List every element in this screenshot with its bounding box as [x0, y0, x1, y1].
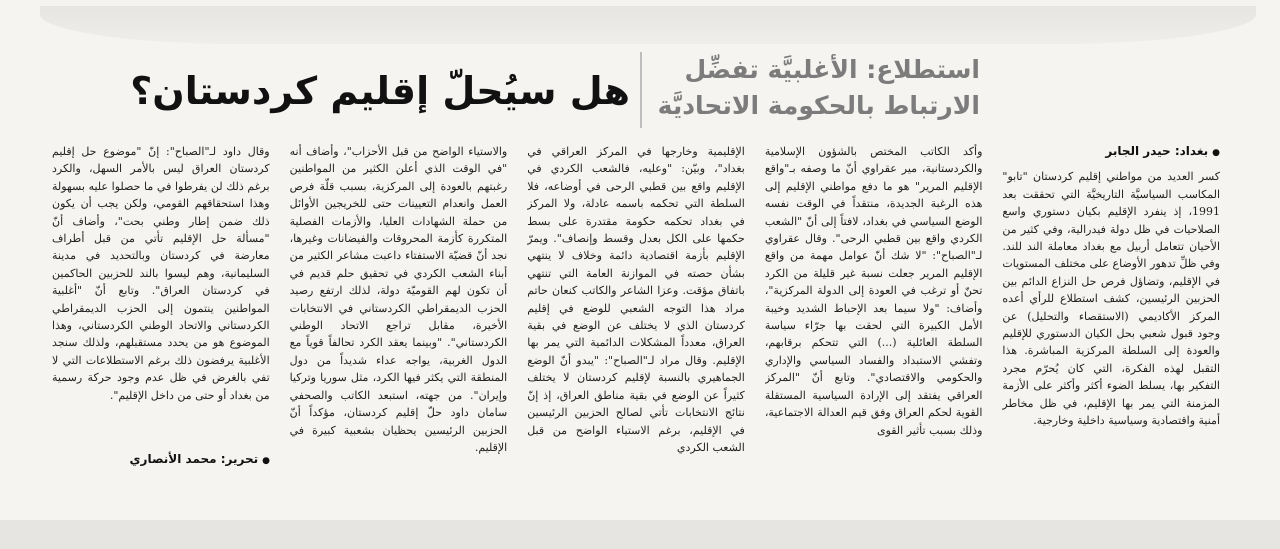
- article-kicker: استطلاع: الأغلبيَّة تفضِّل الارتباط بالحكومة الاتحاديَّة: [657, 55, 980, 120]
- article-headline: هل سيُحلّ إقليم كردستان؟: [130, 69, 630, 113]
- column-text: كسر العديد من مواطني إقليم كردستان "تابو" المكاسب السياسيَّة التاريخيَّة التي تحققت بعد 1991، إذ ينفرد الإقليم بكيان دستوري واسع الصلاحيات في ظل دولة فيدرالية، وفي كثير من الأحيان تتعامل أربيل مع بغداد معاملة الند للند. وفي ظلِّ تدهور الأوضاع على مختلف المستويات في الإقليم، وتضاؤل فرص حل النزاع الدائم بين الحزبين الرئيسين، كشف استطلاع للرأي أعده المركز الأكاديمي (الاستقصاء والتحليل) عن وجود قبول شعبي بحل الكيان الدستوري للإقليم والعودة إلى السلطة المركزية المباشرة. هذا التقبل لهذه الفكرة، التي كان يُحرّم مجرد التفكير بها، يسلط الضوء أكثر وأكثر على الأزمة المزمنة التي يمر بها الإقليم، في ظل مخاطر أمنية واقتصادية وسياسية داخلية وخارجية.: [1002, 170, 1220, 428]
- column-text: الإقليمية وخارجها في المركز العراقي في بغداد"، وبيّن: "وعليه، فالشعب الكردي في الإقليم واقع بين قطبي الرحى في أوضاعه، فلا السلطة التي تحكمه باسمه عادلة، ولا المركز في بغداد تحكمه حكومة مقتدرة على بسط حكمها على الكل بعدل وقسط وإنصاف". ويمرّ الإقليم بأزمة اقتصادية دائمة وخلاف لا ينتهي بشأن حصته في الموازنة العامة التي تنتهي باتفاق مؤقت. وعزا الشاعر والكاتب كنعان حاتم مراد هذا التوجه الشعبي للوضع في إقليم كردستان الذي لا يختلف عن الوضع في بقية العراق، معدداً المشكلات الدائمية التي يمر بها الإقليم. وقال مراد لـ"الصباح": "يبدو أنّ الوضع الجماهيري بالنسبة لإقليم كردستان لا يختلف كثيراً عن الوضع في بقية مناطق العراق، إذ إنّ نتائج الانتخابات تأتي لصالح الحزبين الرئيسين في الإقليم، برغم الاستياء الواضح من قبل الشعب الكردي: [527, 145, 745, 454]
- article-column-3: [527, 143, 745, 478]
- article-column-5: [52, 143, 270, 443]
- article-column-2: [765, 143, 983, 478]
- column-text: والاستياء الواضح من قبل الأحزاب"، وأضاف أنه "في الوقت الذي أعلن الكثير من المواطنين رغبتهم بالعودة إلى المركزية، بسبب قلّة فرص العمل وانعدام التعيينات حتى للخريجين الأوائل من حملة الشهادات العليا، والأزمات الفصلية المتكررة كأزمة المحروقات والفيضانات وغيرها، نجد أنّ قضيّة الاستفتاء داعبت مشاعر الكثير من أبناء الشعب الكردي في تحقيق حلم قديم في أن تكون لهم القوميّة دولة، لذلك ارتفع رصيد الحزب الديمقراطي الكردستاني في الانتخابات الأخيرة، مقابل تراجع الاتحاد الوطني الكردستاني". "وبينما يعقد الكرد تحالفاً قوياً مع الدول الغربية، يواجه عداء شديداً من دول المنطقة التي يكثر فيها الكرد، مثل سوريا وتركيا وإيران". من جهته، استبعد الكاتب والصحفي سامان داود حلّ إقليم كردستان، مؤكداً أنّ الحزبين الرئيسين يحظيان بشعبية كبيرة في الإقليم.: [289, 145, 508, 454]
- article-column-1: [1002, 143, 1220, 478]
- byline-text: بغداد: حيدر الجابر: [1105, 144, 1209, 158]
- bullet-icon: ●: [1212, 148, 1220, 158]
- column-text: وقال داود لـ"الصباح": إنّ "موضوع حل إقليم كردستان العراق ليس بالأمر السهل، والكرد برغم ذلك لن يفرطوا في ما حصلوا عليه بسهولة وهذا استحقاقهم القومي، ولكن يجب أن يكون ذلك ضمن إطار وطني بحت"، وأضاف أنّ "مسألة حل الإقليم تأتي من قبل أطراف معارضة في كردستان وبالتحديد في مدينة السليمانية، وهم ليسوا بالند للحزبين الحاكمين في كردستان العراق". وتابع أنّ "أغلبية المواطنين ينتمون إلى الحزب الديمقراطي الكردستاني والاتحاد الوطني الكردستاني، وهذا الموضوع هو من يحدد مستقبلهم، ولذلك سنجد الأغلبية يرفضون ذلك برغم الاستطلاعات التي لا تفي بالغرض في ظل عدم وجود حركة رسمية من بغداد أو حتى من داخل الإقليم".: [52, 145, 270, 402]
- bottom-band: [0, 520, 1280, 549]
- editor-text: تحرير: محمد الأنصاري: [129, 452, 259, 466]
- article-column-4: [290, 143, 508, 478]
- byline: [1002, 143, 1220, 162]
- editor-credit: [52, 452, 270, 466]
- article-body: [52, 143, 1220, 478]
- header-divider: [640, 52, 642, 128]
- column-text: وأكد الكاتب المختص بالشؤون الإسلامية والكردستانية، مير عقراوي أنّ ما وصفه بـ"واقع الإقليم المرير" هو ما دفع مواطني الإقليم إلى هذه الرغبة الجديدة، منتقداً في الوقت نفسه الوضع السياسي في بغداد، لافتاً إلى أنّ "الشعب الكردي واقع بين قطبي الرحى". وقال عقراوي لـ"الصباح": "لا شك أنّ عوامل مهمة من واقع الإقليم المرير جعلت نسبة غير قليلة من الكرد تحنّ أو ترغب في العودة إلى الدولة المركزية"، وأضاف: "ولا سيما بعد الإحباط الشديد وخيبة الأمل الكبيرة التي لحقت بها جرّاء سياسة السلطة العائلية (...) التي تتحكم برقابهم، وتفشي الاستبداد والفساد السياسي والإداري والحكومي والاقتصادي". وتابع أنّ "المركز العراقي يفتقد إلى الإرادة السياسية المستقلة القوية لحكم العراق وفق قيم العدالة الاجتماعية، وذلك بسبب تأثير القوى: [764, 145, 983, 437]
- bullet-icon: ●: [262, 456, 270, 466]
- article-header: [0, 38, 1280, 138]
